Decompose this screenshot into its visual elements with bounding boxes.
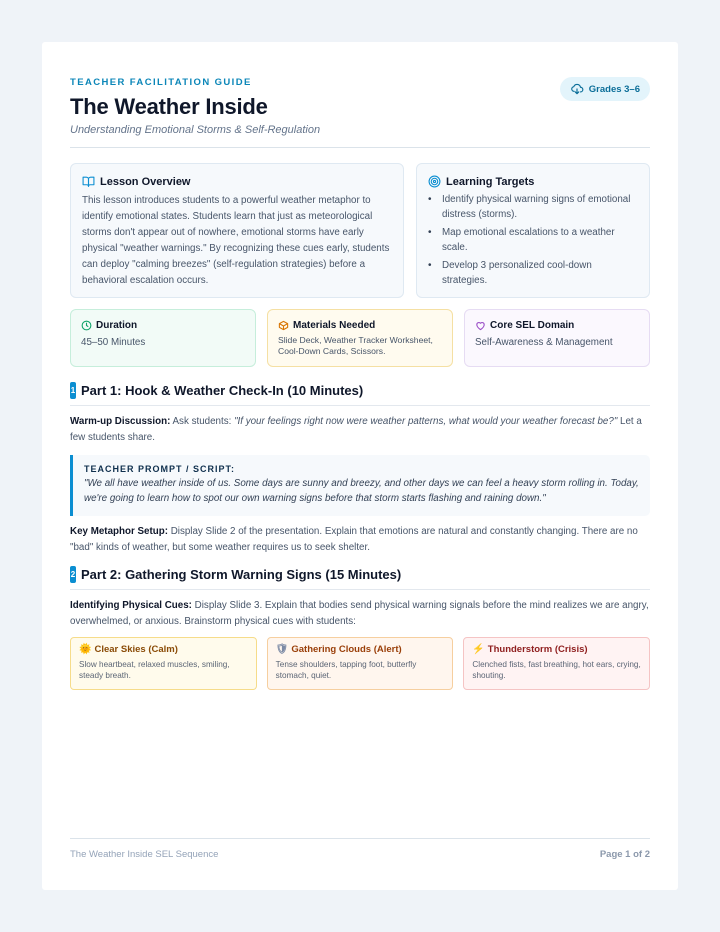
- duration-heading: [81, 320, 245, 331]
- shield-icon: 🛡: [275, 644, 289, 655]
- gathering-clouds-heading: [276, 644, 445, 655]
- header: [70, 77, 650, 148]
- lesson-overview-card: [70, 163, 404, 298]
- learning-targets-list: [428, 192, 638, 288]
- duration-heading-text: Duration: [96, 320, 138, 331]
- weather-scale-cards: [70, 637, 650, 690]
- warmup-label: Warm-up Discussion:: [70, 416, 171, 427]
- metaphor-paragraph: [70, 524, 650, 556]
- info-row: [70, 309, 650, 367]
- materials-value: Slide Deck, Weather Tracker Worksheet, Cool-Down Cards, Scissors.: [278, 335, 433, 356]
- gathering-clouds-title: Gathering Clouds (Alert): [291, 644, 402, 655]
- clear-skies-title: Clear Skies (Calm): [94, 644, 178, 655]
- warmup-quote: "If your feelings right now were weather patterns, what would your weather forecast be?": [234, 416, 618, 427]
- section-divider: [70, 405, 650, 406]
- clear-skies-text: Slow heartbeat, relaxed muscles, smiling, steady breath.: [79, 660, 230, 680]
- page-footer: [70, 838, 650, 860]
- lesson-overview-text: This lesson introduces students to a powerful weather metaphor to identify emotional states. Students learn that just as meteorological storms don't appear out of nowhere, emotional storms have early physical "weather warnings." By recognizing these cues early, students can deploy "calming breezes" (self-regulation strategies) before a behavioral escalation occurs.: [82, 195, 390, 286]
- sel-domain-heading-text: Core SEL Domain: [490, 320, 575, 331]
- page-number: Page 1 of 2: [599, 849, 650, 860]
- lightning-icon: ⚡: [472, 644, 485, 655]
- cloud-rain-icon: [570, 82, 584, 96]
- part-1-section: [70, 382, 650, 556]
- document-page: [42, 42, 678, 890]
- warmup-post-text: Let a few students share.: [70, 416, 642, 443]
- materials-heading-text: Materials Needed: [293, 320, 376, 331]
- part-1-heading: [70, 382, 650, 399]
- teacher-prompt-text: "We all have weather inside of us. Some days are sunny and breezy, and other days we can feel a heavy storm rolling in. Today, we're going to learn how to spot our own warning signs before that storm starts flashing and raining down.": [84, 478, 639, 504]
- overview-row: [70, 163, 650, 298]
- thunderstorm-title: Thunderstorm (Crisis): [487, 644, 588, 655]
- section-number-badge: 2: [70, 566, 76, 583]
- sel-domain-value: Self-Awareness & Management: [475, 337, 613, 348]
- page-title: The Weather Inside: [70, 94, 268, 119]
- section-divider: [70, 589, 650, 590]
- teacher-prompt-label: TEACHER PROMPT / SCRIPT:: [84, 464, 236, 474]
- sel-domain-card: [464, 309, 650, 367]
- learning-targets-heading: [428, 175, 638, 188]
- learning-targets-heading-text: Learning Targets: [446, 175, 535, 188]
- warmup-pre-text: Ask students:: [170, 416, 235, 427]
- cues-text: Display Slide 3. Explain that bodies send physical warning signals before the mind realizes we are angry, overwhelmed, or anxious. Brainstorm physical cues with students:: [70, 600, 649, 627]
- part-2-heading: [70, 566, 650, 583]
- list-item: • Map emotional escalations to a weather scale.: [428, 225, 638, 255]
- grade-badge: [560, 77, 650, 101]
- list-item: • Develop 3 personalized cool-down strategies.: [428, 258, 638, 288]
- section-number-badge: 1: [70, 382, 76, 399]
- part-2-title: Part 2: Gathering Storm Warning Signs (15 Minutes): [81, 567, 402, 582]
- footer-series-name: The Weather Inside SEL Sequence: [70, 849, 219, 860]
- page-subtitle: Understanding Emotional Storms & Self-Regulation: [70, 124, 321, 136]
- book-open-icon: [82, 175, 95, 188]
- heart-icon: [475, 320, 486, 331]
- sun-icon: 🌞: [79, 644, 92, 655]
- gathering-clouds-card: [267, 637, 454, 690]
- learning-targets-card: [416, 163, 650, 298]
- grade-badge-label: Grades 3–6: [588, 83, 640, 95]
- metaphor-label: Key Metaphor Setup:: [70, 526, 168, 537]
- part-2-section: [70, 566, 650, 690]
- clock-icon: [81, 320, 92, 331]
- part-1-title: Part 1: Hook & Weather Check-In (10 Minutes): [81, 383, 364, 398]
- warmup-paragraph: [70, 414, 650, 446]
- sel-domain-heading: [475, 320, 639, 331]
- teacher-prompt-callout: [70, 455, 650, 516]
- thunderstorm-text: Clenched fists, fast breathing, hot ears, crying, shouting.: [472, 660, 641, 680]
- clear-skies-heading: [79, 644, 248, 655]
- duration-value: 45–50 Minutes: [81, 337, 146, 348]
- gathering-clouds-text: Tense shoulders, tapping foot, butterfly stomach, quiet.: [275, 660, 417, 680]
- cues-paragraph: [70, 598, 650, 630]
- list-item: • Identify physical warning signs of emotional distress (storms).: [428, 192, 638, 222]
- metaphor-text: Display Slide 2 of the presentation. Explain that emotions are natural and constantly changing. There are no "bad" kinds of weather, but some weather requires us to seek shelter.: [70, 526, 638, 553]
- clear-skies-card: [70, 637, 257, 690]
- materials-card: [267, 309, 453, 367]
- thunderstorm-heading: [472, 644, 641, 655]
- cues-label: Identifying Physical Cues:: [70, 600, 192, 611]
- thunderstorm-card: [463, 637, 650, 690]
- box-icon: [278, 320, 289, 331]
- page-content: [70, 70, 650, 690]
- duration-card: [70, 309, 256, 367]
- header-divider: [70, 147, 650, 148]
- lesson-overview-heading: [82, 175, 392, 188]
- target-icon: [428, 175, 441, 188]
- lesson-overview-heading-text: Lesson Overview: [100, 175, 191, 188]
- eyebrow-label: TEACHER FACILITATION GUIDE: [70, 77, 252, 88]
- materials-heading: [278, 320, 442, 331]
